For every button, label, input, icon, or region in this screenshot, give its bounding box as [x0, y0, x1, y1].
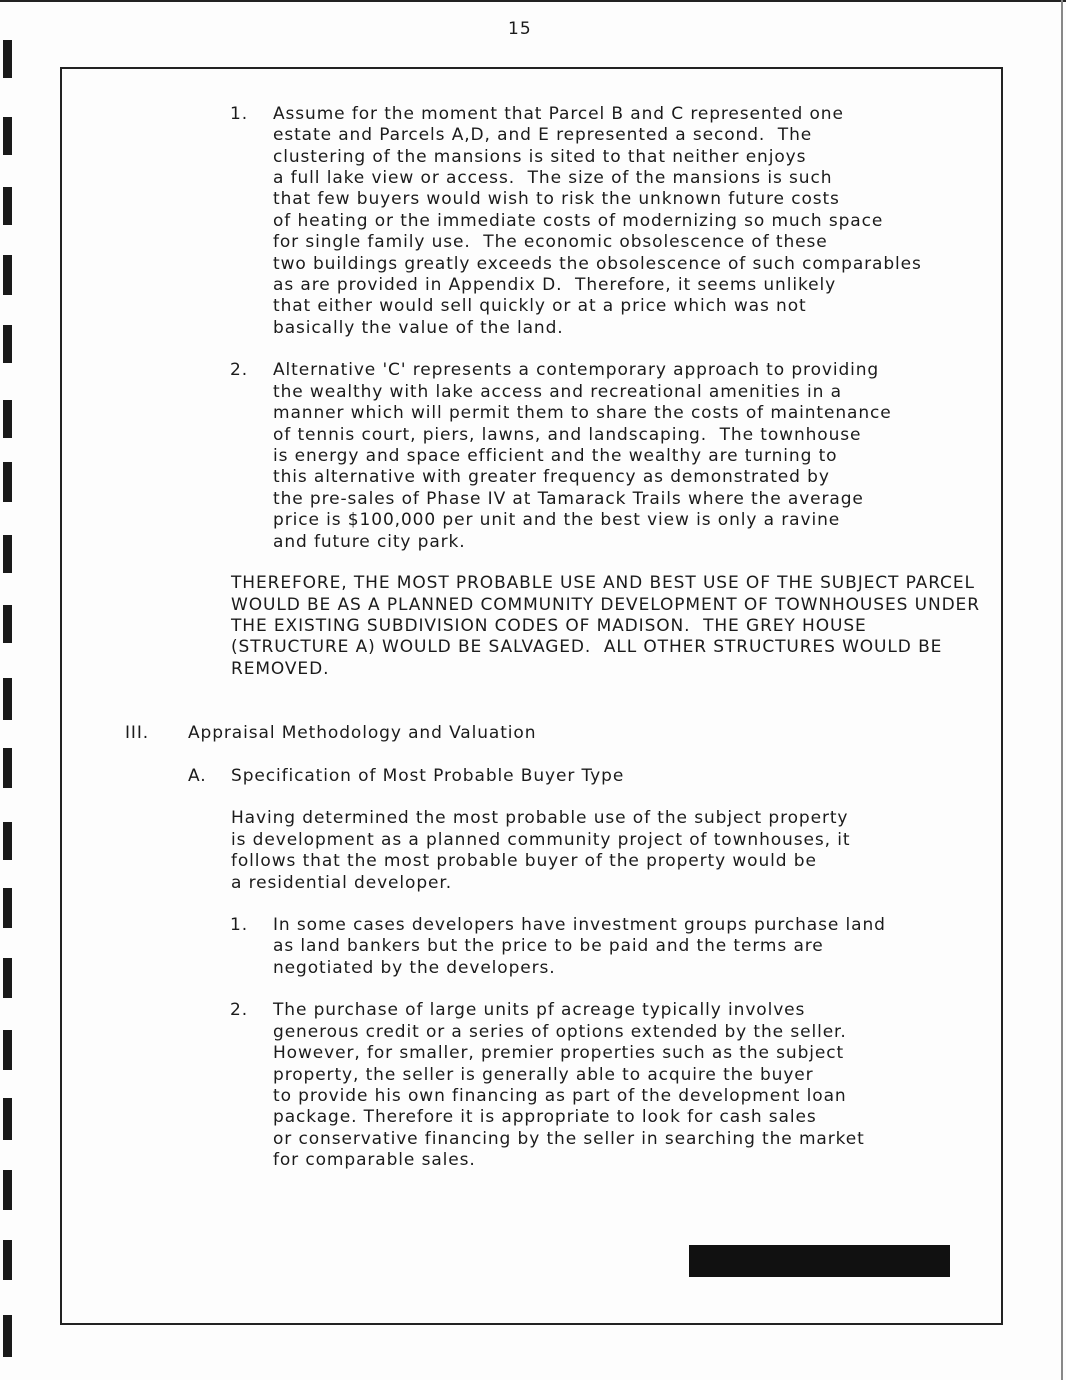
- binder-hole: [3, 678, 12, 720]
- item-line: of tennis court, piers, lawns, and landscaping. The townhouse: [273, 425, 862, 445]
- item-line: package. Therefore it is appropriate to look for cash sales: [273, 1107, 817, 1127]
- binder-hole: [3, 117, 12, 155]
- item-line: is energy and space efficient and the wealthy are turning to: [273, 446, 838, 466]
- item-line: In some cases developers have investment groups purchase land: [273, 915, 886, 935]
- item-line: estate and Parcels A,D, and E represented a second. The: [273, 125, 813, 145]
- item-line: this alternative with greater frequency as demonstrated by: [273, 467, 830, 487]
- item-line: the wealthy with lake access and recreational amenities in a: [273, 382, 842, 402]
- intro-line: follows that the most probable buyer of the property would be: [231, 851, 817, 871]
- item-line: as land bankers but the price to be paid and the terms are: [273, 936, 824, 956]
- section-heading: Appraisal Methodology and Valuation: [188, 723, 537, 743]
- intro-line: Having determined the most probable use of the subject property: [231, 808, 849, 828]
- item-line: property, the seller is generally able to acquire the buyer: [273, 1065, 814, 1085]
- binder-hole: [3, 1170, 12, 1210]
- item-number: 1.: [230, 104, 249, 124]
- conclusion-line: WOULD BE AS A PLANNED COMMUNITY DEVELOPMENT OF TOWNHOUSES UNDER: [231, 595, 980, 615]
- item-line: Assume for the moment that Parcel B and C represented one: [273, 104, 844, 124]
- item-line: to provide his own financing as part of the development loan: [273, 1086, 847, 1106]
- item-line: a full lake view or access. The size of the mansions is such: [273, 168, 833, 188]
- item-line: of heating or the immediate costs of modernizing so much space: [273, 211, 884, 231]
- item-line: negotiated by the developers.: [273, 958, 556, 978]
- right-edge-line: [1061, 0, 1063, 1380]
- item-line: generous credit or a series of options extended by the seller.: [273, 1022, 847, 1042]
- conclusion-line: (STRUCTURE A) WOULD BE SALVAGED. ALL OTHER STRUCTURES WOULD BE: [231, 637, 943, 657]
- binder-hole: [3, 1030, 12, 1070]
- binder-hole: [3, 1315, 12, 1357]
- intro-line: a residential developer.: [231, 873, 453, 893]
- redaction-bar: [689, 1245, 950, 1277]
- binder-hole: [3, 748, 12, 788]
- conclusion-line: THEREFORE, THE MOST PROBABLE USE AND BEST USE OF THE SUBJECT PARCEL: [231, 573, 975, 593]
- binder-hole: [3, 888, 12, 928]
- item-line: or conservative financing by the seller in searching the market: [273, 1129, 865, 1149]
- item-line: that either would sell quickly or at a price which was not: [273, 296, 807, 316]
- item-number: 2.: [230, 360, 249, 380]
- item-line: as are provided in Appendix D. Therefore, it seems unlikely: [273, 275, 837, 295]
- item-line: for comparable sales.: [273, 1150, 476, 1170]
- item-line: manner which will permit them to share the costs of maintenance: [273, 403, 892, 423]
- item-line: clustering of the mansions is sited to that neither enjoys: [273, 147, 807, 167]
- subsection-heading: Specification of Most Probable Buyer Type: [231, 766, 625, 786]
- item-line: two buildings greatly exceeds the obsolescence of such comparables: [273, 254, 922, 274]
- item-line: the pre-sales of Phase IV at Tamarack Trails where the average: [273, 489, 864, 509]
- conclusion-line: THE EXISTING SUBDIVISION CODES OF MADISON. THE GREY HOUSE: [231, 616, 867, 636]
- binder-hole: [3, 1240, 12, 1280]
- conclusion-line: REMOVED.: [231, 659, 330, 679]
- intro-line: is development as a planned community project of townhouses, it: [231, 830, 851, 850]
- binder-hole: [3, 535, 12, 573]
- page-number: 15: [508, 19, 532, 39]
- binder-hole: [3, 255, 12, 295]
- top-edge-line: [0, 0, 1066, 2]
- item-line: that few buyers would wish to risk the unknown future costs: [273, 189, 840, 209]
- binder-hole: [3, 187, 12, 225]
- binder-hole: [3, 605, 12, 643]
- subsection-letter: A.: [188, 766, 207, 786]
- item-line: for single family use. The economic obsolescence of these: [273, 232, 828, 252]
- binder-hole: [3, 462, 12, 502]
- binder-hole: [3, 325, 12, 363]
- item-line: However, for smaller, premier properties such as the subject: [273, 1043, 845, 1063]
- item-line: The purchase of large units pf acreage typically involves: [273, 1000, 806, 1020]
- binder-hole: [3, 40, 12, 78]
- binder-hole: [3, 400, 12, 438]
- item-line: Alternative 'C' represents a contemporary approach to providing: [273, 360, 880, 380]
- binder-hole: [3, 958, 12, 998]
- item-number: 1.: [230, 915, 249, 935]
- item-line: basically the value of the land.: [273, 318, 564, 338]
- item-line: and future city park.: [273, 532, 466, 552]
- binder-hole: [3, 822, 12, 860]
- section-numeral: III.: [125, 723, 150, 743]
- item-line: price is $100,000 per unit and the best view is only a ravine: [273, 510, 841, 530]
- binder-hole: [3, 1098, 12, 1140]
- item-number: 2.: [230, 1000, 249, 1020]
